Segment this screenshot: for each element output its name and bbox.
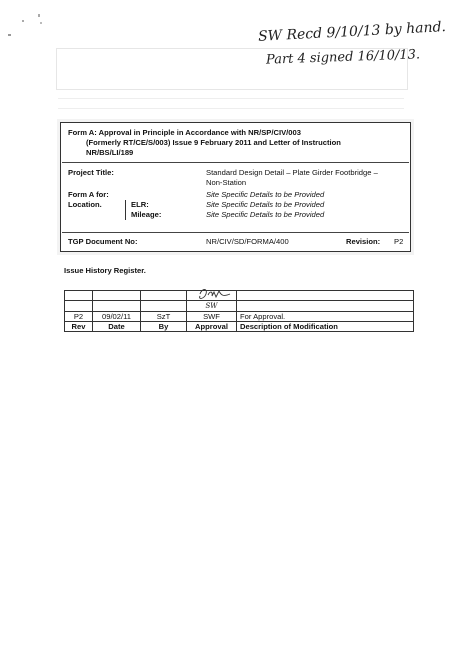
table-header-row bbox=[65, 322, 414, 332]
mileage-label: Mileage: bbox=[131, 210, 162, 219]
table-cell bbox=[65, 291, 93, 301]
revision-label: Revision: bbox=[346, 237, 381, 246]
project-title-line1: Standard Design Detail – Plate Girder Footbridge – bbox=[206, 168, 378, 177]
revision-value: P2 bbox=[394, 237, 404, 246]
table-row-blank bbox=[65, 301, 414, 312]
by-cell: SzT bbox=[141, 312, 187, 322]
description-cell: For Approval. bbox=[237, 312, 414, 322]
form-heading-line3: NR/BS/LI/189 bbox=[86, 148, 134, 157]
location-bracket-line bbox=[125, 200, 126, 220]
show-through-line bbox=[58, 98, 404, 99]
scan-speck bbox=[40, 22, 42, 24]
table-cell bbox=[237, 301, 414, 312]
form-heading-line2: (Formerly RT/CE/S/003) Issue 9 February 2011 and Letter of Instruction bbox=[86, 138, 341, 147]
scan-speck bbox=[22, 20, 24, 22]
table-cell bbox=[237, 291, 414, 301]
project-title-line2: Non-Station bbox=[206, 178, 247, 187]
approval-initials-cell bbox=[187, 301, 237, 312]
scan-speck bbox=[8, 34, 11, 36]
location-label: Location. bbox=[68, 200, 102, 209]
form-a-for-label: Form A for: bbox=[68, 190, 109, 199]
approval-initials: SW bbox=[205, 302, 218, 310]
table-cell bbox=[141, 291, 187, 301]
date-cell: 09/02/11 bbox=[93, 312, 141, 322]
header-date: Date bbox=[93, 322, 141, 332]
form-divider bbox=[62, 232, 409, 233]
elr-value: Site Specific Details to be Provided bbox=[206, 200, 325, 209]
table-cell bbox=[187, 291, 237, 301]
table-cell bbox=[93, 291, 141, 301]
issue-history-title: Issue History Register. bbox=[64, 266, 146, 275]
table-row bbox=[65, 312, 414, 322]
form-heading-line1: Form A: Approval in Principle in Accordance with NR/SP/CIV/003 bbox=[68, 128, 301, 137]
elr-label: ELR: bbox=[131, 200, 149, 209]
table-cell bbox=[65, 301, 93, 312]
handwritten-received-note: SW Recd 9/10/13 by hand. bbox=[257, 19, 447, 45]
issue-history-table bbox=[64, 290, 414, 332]
handwritten-signed-note: Part 4 signed 16/10/13. bbox=[265, 47, 421, 68]
header-approval: Approval bbox=[187, 322, 237, 332]
header-description: Description of Modification bbox=[237, 322, 414, 332]
tgp-document-value: NR/CIV/SD/FORMA/400 bbox=[206, 237, 289, 246]
project-title-label: Project Title: bbox=[68, 168, 114, 177]
form-a-for-value: Site Specific Details to be Provided bbox=[206, 190, 325, 199]
table-row-blank bbox=[65, 291, 414, 301]
header-rev: Rev bbox=[65, 322, 93, 332]
form-divider bbox=[62, 162, 409, 163]
scan-speck bbox=[38, 14, 40, 17]
show-through-box bbox=[56, 48, 408, 90]
mileage-value: Site Specific Details to be Provided bbox=[206, 210, 325, 219]
show-through-line bbox=[58, 108, 404, 109]
rev-cell: P2 bbox=[65, 312, 93, 322]
approval-cell: SWF bbox=[187, 312, 237, 322]
tgp-document-label: TGP Document No: bbox=[68, 237, 138, 246]
table-cell bbox=[141, 301, 187, 312]
header-by: By bbox=[141, 322, 187, 332]
table-cell bbox=[93, 301, 141, 312]
